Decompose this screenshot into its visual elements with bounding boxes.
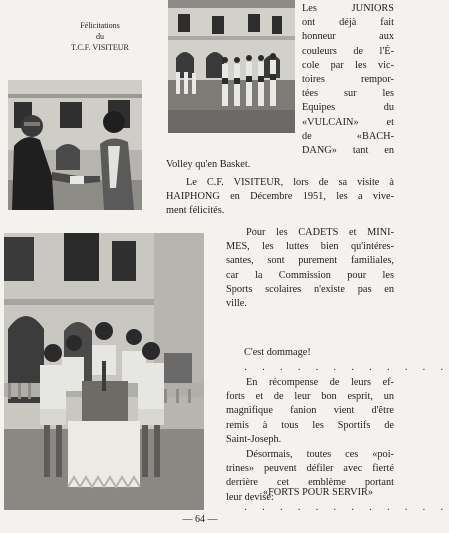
text-line: Pour les CADETS et MINI- xyxy=(246,227,394,238)
text-line: Le C.F. VISITEUR, lors de sa visite à xyxy=(186,177,394,188)
dotted-separator: · · · · · · · · · · · · xyxy=(244,505,449,516)
text-line: En récompense de leurs ef- xyxy=(246,377,394,388)
text-line: Saint-Joseph. xyxy=(226,433,282,445)
text-line: MES, les luttes bien qu'intéres- xyxy=(226,241,394,253)
text-line: de «BACH- xyxy=(302,130,394,142)
text-line: car la Commission pour les xyxy=(226,269,394,281)
text-line: HAIPHONG en Décembre 1951, les a vive- xyxy=(166,191,394,202)
dotted-separator: · · · · · · · · · · · · xyxy=(244,365,449,376)
page-number: — 64 — xyxy=(182,514,218,525)
text-line: Volley qu'en Basket. xyxy=(166,159,251,170)
text-line: derrière cet emblème portant xyxy=(226,477,394,489)
text-line: remis à tous les Sportifs de xyxy=(226,419,394,431)
text-line: DANG» tant en xyxy=(302,145,394,157)
photo-caption xyxy=(46,20,154,53)
motto: «FORTS POUR SERVIR» xyxy=(262,487,374,498)
text-line: Désormais, toutes ces «poi- xyxy=(246,449,394,460)
caption-line-1: Félicitations xyxy=(80,21,120,30)
text-line: santes, sont purement familiales, xyxy=(226,255,394,267)
text-line: cole par les vic- xyxy=(302,59,394,71)
text-line: Equipes du xyxy=(302,102,394,114)
paragraph-juniors xyxy=(302,2,394,158)
text-line: ment félicités. xyxy=(166,205,225,216)
text-line: toires rempor- xyxy=(302,74,394,86)
text-line: ville. xyxy=(226,298,247,310)
photo-handshake-award xyxy=(8,80,142,210)
text-line: Les JUNIORS xyxy=(302,3,394,14)
text-line: «VULCAIN» et xyxy=(302,116,394,128)
text-line: tées sur les xyxy=(302,88,394,100)
text-line: trines» peuvent défiler avec fierté xyxy=(226,463,394,475)
caption-line-3: T.C.F. VISITEUR xyxy=(71,43,129,52)
photo-squad-parade xyxy=(168,0,295,133)
paragraph-visiteur xyxy=(166,176,394,190)
caption-line-2: du xyxy=(96,32,104,41)
text-line: Sports scolaires n'existe pas en xyxy=(226,283,394,295)
text-line: forts et de leur bon esprit, un xyxy=(226,391,394,403)
paragraph-dommage: C'est dommage! xyxy=(244,347,311,358)
text-line: couleurs de l'É- xyxy=(302,45,394,57)
paragraph-cadets xyxy=(226,226,394,311)
paragraph-recompense xyxy=(226,376,394,447)
text-line: ont déjà fait xyxy=(302,17,394,29)
paragraph-visiteur-cont xyxy=(166,190,394,204)
text-line: magnifique fanion vient d'être xyxy=(226,405,394,417)
photo-team-with-pennant xyxy=(4,233,204,510)
text-line: leur devise: xyxy=(226,491,274,503)
text-line: honneur aux xyxy=(302,31,394,43)
